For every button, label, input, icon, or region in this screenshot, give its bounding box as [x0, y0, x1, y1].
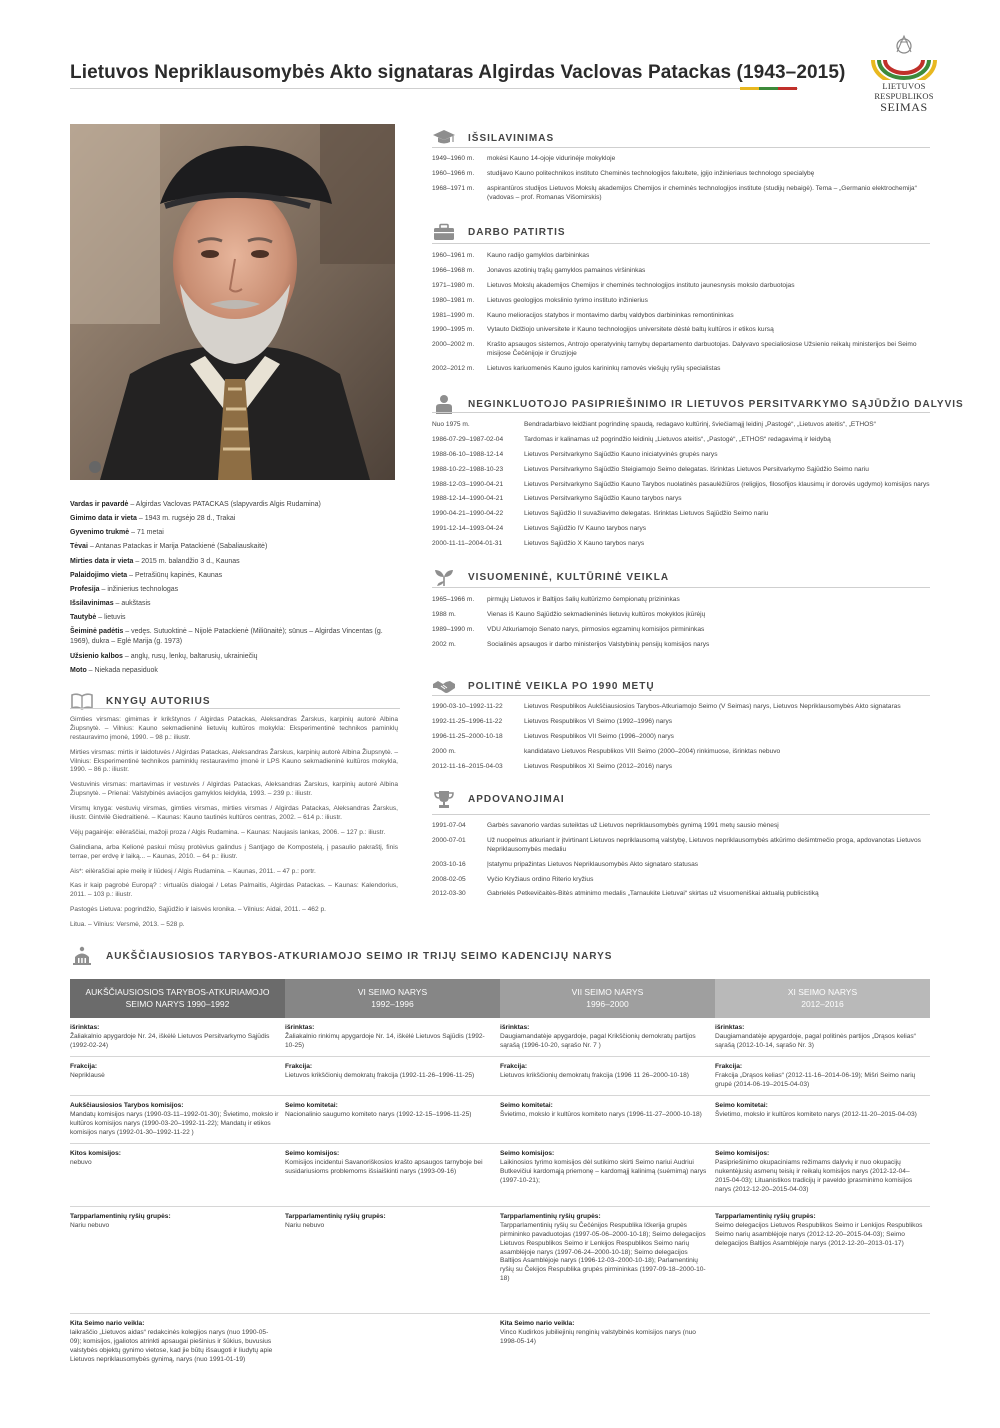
resistance-entry: [432, 540, 930, 549]
seimas-emblem-icon: [869, 30, 939, 80]
bio-value: – aukštasis: [113, 599, 151, 607]
education-entry: [432, 170, 930, 179]
table-cell: [70, 1096, 285, 1143]
resistance-heading: [432, 394, 964, 414]
awards-heading: [432, 789, 565, 809]
entry-text: Bendradarbiavo leidžiant pogrindinę spaudą, redagavo kultūrinį, šviečiamąjį leidinį „Pastogė“, „Lietuvos ateitis“, „ETHOS“: [524, 421, 876, 428]
handshake-icon: [432, 676, 456, 696]
column-subtitle: 1992–1996: [371, 999, 414, 1010]
entry-text: Įstatymu pripažintas Lietuvos Nepriklausomybės Akto signataro statusas: [487, 860, 699, 868]
education-heading: [432, 128, 554, 148]
work-entry: [432, 282, 930, 291]
entry-text: studijavo Kauno politechnikos instituto Cheminės technologijos fakultete, įgijo inžinieriaus technologo specialybę: [487, 169, 815, 177]
work-entry: [432, 267, 930, 276]
column-title: AUKŠČIAUSIOSIOS TARYBOS-ATKURIAMOJO: [85, 987, 270, 997]
cell-label: Frakcija:: [285, 1063, 313, 1070]
accent-green: [759, 87, 778, 90]
education-divider: [432, 147, 930, 148]
political-entry: [432, 733, 930, 742]
title-divider: [70, 88, 798, 89]
cell-label: išrinktas:: [500, 1024, 530, 1031]
seimas-logo: [852, 30, 956, 115]
bio-value: – 2015 m. balandžio 3 d., Kaunas: [133, 557, 240, 565]
entry-text: Už nuopelnus atkuriant ir įtvirtinant Lietuvos nepriklausomą valstybę, Lietuvos nepriklausomybės atkūrimo dešimtmečio proga, apdovanotas Lietuvos Nepriklausomybės medaliu: [487, 836, 921, 853]
bio-value: – inžinierius technologas: [99, 585, 179, 593]
cell-text: Tarpparlamentinių ryšių su Čečėnijos Respublika Ičkerija grupės pirmininko pavaduotojas (1997-05-06–2000-10-18); Seimo delegacijos Lietuvos Respublikos Seimo ir Lenkijos Respublikos Seimo narių asamblėjoje narys (1997-06-24–2000-10-18); Seimo delegacijos Baltijos Asamblėjoje narys (1996-12-03–2000-10-18); Parlamentinių ryšių su Čekijos Respublika grupės pirmininkas (1997-09-18–2000-10-18): [500, 1221, 706, 1283]
accent-red: [778, 87, 797, 90]
cell-text: Nariu nebuvo: [285, 1221, 325, 1229]
social-list: [432, 596, 930, 656]
table-cell: [715, 1144, 930, 1206]
logo-line-2: SEIMAS: [880, 100, 928, 114]
cell-text: Daugiamandatėje apygardoje, pagal politinės partijos „Drąsos kelias“ sąrašą (2012-10-14, sąrašo Nr. 3): [715, 1032, 916, 1049]
social-entry: [432, 611, 930, 620]
entry-text: Tardomas ir kalinamas už pogrindžio leidinių „Lietuvos ateitis“, „Pastogė“, „ETHOS“ redagavimą ir leidybą: [524, 435, 831, 443]
political-list: [432, 703, 930, 777]
cell-text: Švietimo, mokslo ir kultūros komiteto narys (2012-11-20–2015-04-03): [715, 1110, 917, 1118]
entry-text: Krašto apsaugos sistemos, Antrojo operatyvinių tarnybų departamento darbuotojas. Dalyvavo specialiosiose Užsienio reikalų ministerijos bei Seimo misijose Čečėnijoje ir Gruzijoje: [487, 341, 917, 358]
entry-date: 1986-07-29–1987-02-04: [432, 435, 504, 443]
bio-label: Mirties data ir vieta: [70, 557, 134, 565]
book-entry: Kas ir kaip pagrobė Europą? : virtualūs dialogai / Letas Palmaitis, Algirdas Patackas. – Kaunas: Kalendorius, 2011. – 103 p.: iliustr.: [70, 882, 398, 899]
award-entry: [432, 822, 930, 831]
entry-text: Kauno radijo gamyklos darbininkas: [487, 252, 590, 259]
biography-facts: [70, 500, 400, 680]
resistance-entry: [432, 481, 930, 490]
person-icon: [432, 394, 456, 414]
parliament-building-icon: [70, 944, 94, 968]
work-entry: [432, 341, 930, 359]
table-cell: [715, 1018, 930, 1056]
accent-yellow: [740, 87, 759, 90]
table-row: [70, 1057, 930, 1096]
bio-row: [70, 571, 400, 581]
table-row: [70, 1207, 930, 1314]
cell-label: Kita Seimo nario veikla:: [500, 1320, 575, 1327]
work-list: [432, 252, 930, 380]
table-cell: [285, 1207, 500, 1313]
cell-label: išrinktas:: [285, 1024, 315, 1031]
entry-date: 2000 m.: [432, 747, 456, 755]
column-title: VI SEIMO NARYS: [357, 987, 428, 997]
political-heading: [432, 676, 655, 696]
entry-text: Lietuvos Sąjūdžio IV Kauno tarybos narys: [524, 525, 647, 533]
awards-list: [432, 822, 930, 905]
bio-label: Šeiminė padėtis: [70, 628, 124, 636]
cell-label: Aukščiausiosios Tarybos komisijos:: [70, 1102, 184, 1109]
entry-text: Lietuvos geologijos mokslinio tyrimo instituto inžinierius: [487, 296, 648, 304]
entry-date: 1980–1981 m.: [432, 296, 475, 304]
book-entry: Ais*: eilėraščiai apie meilę ir liūdesį / Algis Rudamina. – Kaunas, 2011. – 47 p.: portr.: [70, 867, 316, 875]
entry-date: 2000-11-11–2004-01-31: [432, 540, 503, 548]
entry-text: Gabrielės Petkevičaitės-Bitės atminimo medalis „Tarnaukite Lietuvai“ skirtas už visuomeniškai aktualią publicistiką: [487, 890, 819, 898]
table-cell: [715, 1207, 930, 1313]
work-entry: [432, 312, 930, 321]
entry-date: 1989–1990 m.: [432, 625, 475, 633]
table-row: [70, 1314, 930, 1386]
table-row: [70, 1018, 930, 1057]
table-cell: [70, 1144, 285, 1206]
entry-date: 2012-03-30: [432, 890, 466, 898]
table-cell: [70, 1018, 285, 1056]
entry-date: 1966–1968 m.: [432, 266, 475, 274]
table-header-row: [70, 979, 930, 1018]
bio-label: Profesija: [70, 585, 100, 593]
bio-row: [70, 613, 400, 623]
entry-text: Lietuvos Mokslų akademijos Chemijos ir cheminės technologijos instituto jaunesnysis mokslo darbuotojas: [487, 281, 795, 289]
table-cell: [500, 1144, 715, 1206]
cell-text: nebuvo: [70, 1158, 92, 1166]
entry-date: 1991-12-14–1993-04-24: [432, 525, 504, 533]
book-entry: Litua. – Vilnius: Versmė, 2013. – 528 p.: [70, 921, 185, 929]
bio-row: [70, 528, 400, 538]
entry-date: 1990–1995 m.: [432, 326, 475, 334]
bio-row: [70, 652, 400, 662]
bio-label: Tautybė: [70, 614, 97, 622]
seimas-heading: [70, 944, 612, 968]
table-cell: [500, 1018, 715, 1056]
work-heading-label: DARBO PATIRTIS: [468, 226, 566, 238]
table-cell: [285, 1057, 500, 1095]
entry-text: Jonavos azotinių trąšų gamyklos pamainos viršininkas: [487, 266, 646, 274]
bio-row: [70, 666, 400, 676]
bio-label: Palaidojimo vieta: [70, 571, 128, 579]
table-column-header: [70, 979, 285, 1018]
bio-label: Vardas ir pavardė: [70, 501, 129, 508]
bio-row: [70, 585, 400, 595]
political-entry: [432, 703, 930, 712]
entry-text: Lietuvos Respublikos Aukščiausiosios Tarybos-Atkuriamojo Seimo (V Seimas) narys, Lietuvos Nepriklausomybės Akto signataras: [524, 703, 901, 710]
entry-text: Vytauto Didžiojo universitete ir Kauno technologijos universitete dėstė baltų kultūros ir etikos kursą: [487, 326, 774, 334]
cell-label: Tarpparlamentinių ryšių grupės:: [70, 1213, 171, 1220]
entry-text: pirmųjų Lietuvos ir Baltijos šalių kultūrizmo čempionatų prizininkas: [487, 596, 680, 603]
entry-text: Lietuvos Persitvarkymo Sąjūdžio Kauno Tarybos nuolatinės pasaulėžiūros (religijos, filosofijos klausimų ir dorovės ugdymo) komisijos narys: [524, 480, 930, 488]
cell-label: išrinktas:: [70, 1024, 100, 1031]
resistance-entry: [432, 421, 930, 430]
award-entry: [432, 861, 930, 870]
cell-text: Komisijos incidentui Savanoriškosios krašto apsaugos tarnyboje bei susidariusioms problemoms išsiaiškinti narys (1993-09-16): [285, 1158, 483, 1175]
table-cell: [285, 1096, 500, 1143]
cell-text: Vinco Kudirkos jubiliejinių renginių valstybinės komisijos narys (nuo 1998-05-14): [500, 1328, 696, 1345]
cell-text: Seimo delegacijos Lietuvos Respublikos Seimo ir Lenkijos Respublikos Seimo narių asamblėjoje narys (2012-12-20–2015-04-03); Seimo delegacijos Baltijos Asamblėjoje narys (2012-12-20–2013-01-17): [715, 1221, 923, 1247]
cell-label: Seimo komitetai:: [285, 1102, 338, 1109]
bio-value: – Algirdas Vaclovas PATACKAS (slapyvardis Algis Rudamina): [128, 501, 321, 508]
bio-label: Tėvai: [70, 543, 88, 551]
table-cell: [70, 1314, 285, 1386]
entry-date: 1965–1966 m.: [432, 596, 475, 603]
books-heading-label: KNYGŲ AUTORIUS: [106, 695, 211, 707]
bio-value: – lietuvis: [96, 614, 126, 622]
cell-text: Mandatų komisijos narys (1990-03-11–1992-01-30); Švietimo, mokslo ir kultūros komisijos narys (1990-03-20–1992-11-22); Mandatų ir etikos komisijos narys (1992-01-30–1992-11-22 ): [70, 1110, 279, 1136]
table-cell: [500, 1207, 715, 1313]
cell-text: Pasipriešinimo okupaciniams režimams dalyvių ir nuo okupacijų nukentėjusių asmenų teisių ir reikalų komisijos narys (2012-12-04–2015-04-03); Lituanistikos tradicijų ir paveldo įprasminimo komisijos narys (2012-12-20–2015-04-03): [715, 1158, 913, 1193]
entry-date: 1988-12-03–1990-04-21: [432, 480, 504, 488]
graduation-cap-icon: [432, 128, 456, 148]
bio-value: – Petrašiūnų kapinės, Kaunas: [127, 571, 223, 579]
work-entry: [432, 252, 930, 261]
education-entry: [432, 155, 930, 164]
bio-value: – Antanas Patackas ir Marija Patackienė (Sabaliauskaitė): [87, 543, 268, 551]
cell-text: Nacionalinio saugumo komiteto narys (1992-12-15–1996-11-25): [285, 1110, 472, 1118]
entry-date: 2002–2012 m.: [432, 365, 475, 373]
entry-text: Vyčio Kryžiaus ordino Riterio kryžius: [487, 875, 594, 883]
entry-date: 1988 m.: [432, 610, 456, 618]
column-subtitle: 2012–2016: [801, 999, 844, 1010]
book-entry: Pastogės Lietuva: pogrindžio, Sąjūdžio ir laisvės kronika. – Vilnius: Aidai, 2011. – 462 p.: [70, 906, 326, 914]
entry-date: 1960–1961 m.: [432, 252, 475, 259]
resistance-entry: [432, 495, 930, 504]
resistance-entry: [432, 436, 930, 445]
cell-text: Žaliakalnio rinkimų apygardoje Nr. 14, iškėlė Lietuvos Sąjūdis (1992-10-25): [285, 1032, 485, 1049]
leaves-icon: [432, 567, 456, 587]
work-entry: [432, 297, 930, 306]
table-cell: [285, 1144, 500, 1206]
entry-date: 2008-02-05: [432, 875, 466, 883]
entry-date: 2012-11-16–2015-04-03: [432, 762, 503, 770]
entry-date: Nuo 1975 m.: [432, 421, 470, 428]
political-heading-label: POLITINĖ VEIKLA PO 1990 METŲ: [468, 680, 655, 692]
bio-label: Gimimo data ir vieta: [70, 515, 137, 523]
entry-text: Garbės savanorio vardas suteiktas už Lietuvos nepriklausomybės gynimą 1991 metų sausio mėnesį: [487, 822, 779, 829]
book-entry: Virsmų knyga: vestuvių virsmas, gimties virsmas, mirties virsmas / Algirdas Patackas, Aleksandras Žarskus, iliustr. Gintvilė Giedraitienė. – Kaunas: Kauno tautinės kultūros centras, 2002. – 614 p.: iliustr.: [70, 805, 398, 822]
entry-text: Kauno melioracijos statybos ir montavimo darbų valdybos darbininkas remontininkas: [487, 311, 734, 319]
resistance-entry: [432, 510, 930, 519]
column-subtitle: 1996–2000: [586, 999, 629, 1010]
cell-label: Seimo komitetai:: [500, 1102, 553, 1109]
page-title: Lietuvos Nepriklausomybės Akto signataras Algirdas Vaclovas Patackas (1943–2015): [70, 62, 846, 83]
resistance-heading-label: NEGINKLUOTOJO PASIPRIEŠINIMO IR LIETUVOS PERSITVARKYMO SĄJŪDŽIO DALYVIS: [468, 398, 964, 410]
award-entry: [432, 890, 930, 899]
bio-value: – Niekada nepasiduok: [86, 666, 158, 674]
cell-label: Tarpparlamentinių ryšių grupės:: [715, 1213, 816, 1220]
bio-row: [70, 542, 400, 552]
table-cell: [285, 1314, 500, 1386]
books-divider: [70, 708, 400, 709]
resistance-divider: [432, 412, 930, 413]
bio-label: Užsienio kalbos: [70, 652, 123, 660]
social-entry: [432, 596, 930, 605]
entry-date: 1988-06-10–1988-12-14: [432, 450, 504, 458]
bio-label: Moto: [70, 666, 87, 674]
bio-label: Gyvenimo trukmė: [70, 529, 130, 537]
cell-text: Lietuvos krikščionių demokratų frakcija (1992-11-26–1996-11-25): [285, 1071, 475, 1079]
entry-date: 1971–1980 m.: [432, 281, 475, 289]
table-cell: [715, 1057, 930, 1095]
education-list: [432, 155, 930, 209]
cell-label: Seimo komitetai:: [715, 1102, 768, 1109]
entry-text: Vienas iš Kauno Sąjūdžio sekmadieninės lietuvių kultūros mokyklos įkūrėjų: [487, 610, 706, 618]
entry-text: kandidatavo Lietuvos Respublikos VIII Seimo (2000–2004) rinkimuose, išrinktas nebuvo: [524, 747, 781, 755]
book-entry: Vestuvinis virsmas: martavimas ir vestuvės / Algirdas Patackas, Aleksandras Žarskus, karpinių autorė Albina Žiupsnytė. – Prienai: Valstybinės aviacijos gamyklos leidykla, 1993. – 239 p.: iliustr.: [70, 781, 398, 798]
entry-text: mokėsi Kauno 14-ojoje vidurinėje mokykloje: [487, 155, 616, 162]
award-entry: [432, 837, 930, 855]
entry-text: Lietuvos kariuomenės Kauno įgulos karininkų ramovės viešųjų ryšių specialistas: [487, 365, 721, 373]
cell-text: Lietuvos krikščionių demokratų frakcija (1996 11 26–2000-10-18): [500, 1071, 690, 1079]
table-cell: [285, 1018, 500, 1056]
bio-label: Išsilavinimas: [70, 599, 114, 607]
table-cell: [70, 1207, 285, 1313]
entry-date: 1990-03-10–1992-11-22: [432, 703, 503, 710]
cell-label: Seimo komisijos:: [500, 1150, 555, 1157]
cell-text: Daugiamandatėje apygardoje, pagal Krikščionių demokratų partijos sąrašą (1996-10-20, sąrašo Nr. 7 ): [500, 1032, 696, 1049]
bio-row: [70, 500, 400, 510]
cell-text: Švietimo, mokslo ir kultūros komiteto narys (1996-11-27–2000-10-18): [500, 1110, 702, 1118]
cell-text: Nariu nebuvo: [70, 1221, 110, 1229]
briefcase-icon: [432, 222, 456, 242]
entry-text: Lietuvos Sąjūdžio X Kauno tarybos narys: [524, 540, 645, 548]
entry-date: 1988-10-22–1988-10-23: [432, 465, 504, 473]
book-entry: Gimties virsmas: gimimas ir krikštynos / Algirdas Patackas, Aleksandras Žarskus, karpinių autorė Albina Žiupsnytė. – Vilnius: Kauno sekmadieninė lietuvių kultūros mokykla: Eksperimentinė technikos paminklų restauravimo įmonė, 1990. – 98 p.: iliustr.: [70, 716, 398, 741]
political-entry: [432, 718, 930, 727]
entry-text: Lietuvos Respublikos XI Seimo (2012–2016) narys: [524, 762, 673, 770]
social-entry: [432, 641, 930, 650]
political-entry: [432, 748, 930, 757]
entry-text: Lietuvos Respublikos VII Seimo (1996–2000) narys: [524, 732, 674, 740]
entry-date: 2003-10-16: [432, 860, 466, 868]
book-entry: Mirties virsmas: mirtis ir laidotuvės / Algirdas Patackas, Aleksandras Žarskus, karpinių autorė Albina Žiupsnytė. – Vilnius: Eksperimentinė technikos paminklų restauravimo įmonė ir LPS Kauno sekmadieninė kultūros mokykla, 1990. – 86 p.: iliustr.: [70, 748, 398, 774]
entry-text: aspirantūros studijos Lietuvos Mokslų akademijos Chemijos ir cheminės technologijos institute (studijų nebaigė). Tema – „Germanio elektrochemija“ (vadovas – prof. Romanas Višomirskis): [487, 184, 917, 201]
entry-date: 2000-07-01: [432, 836, 466, 844]
political-entry: [432, 763, 930, 772]
work-heading: [432, 222, 566, 242]
bio-row: [70, 599, 400, 609]
bio-row: [70, 557, 400, 567]
book-entry: Galindiana, arba Kelionė paskui mūsų protėvius galindus į Santjago de Kompostelą, į pasaulio pakraštį, finis terrae, per erdvę ir laiką... – Kaunas, 2010. – 64 p.: iliustr.: [70, 843, 398, 860]
entry-date: 2000–2002 m.: [432, 341, 475, 349]
table-column-header: [285, 979, 500, 1018]
cell-text: Žaliakalnio apygardoje Nr. 24, iškėlė Lietuvos Persitvarkymo Sąjūdis (1992-02-24): [70, 1032, 270, 1049]
cell-label: Frakcija:: [70, 1063, 98, 1070]
cell-label: Kita Seimo nario veikla:: [70, 1320, 145, 1327]
seimas-terms-table: [70, 979, 930, 1386]
resistance-entry: [432, 525, 930, 534]
entry-date: 1988-12-14–1990-04-21: [432, 495, 504, 503]
education-entry: [432, 185, 930, 203]
entry-text: Lietuvos Sąjūdžio II suvažiavimo delegatas. Išrinktas Lietuvos Sąjūdžio Seimo nariu: [524, 510, 769, 518]
entry-date: 1996-11-25–2000-10-18: [432, 732, 503, 740]
awards-heading-label: APDOVANOJIMAI: [468, 793, 565, 805]
cell-label: Seimo komisijos:: [715, 1150, 770, 1157]
political-divider: [432, 695, 930, 696]
entry-date: 1991-07-04: [432, 822, 466, 829]
social-divider: [432, 587, 930, 588]
bio-row: [70, 514, 400, 524]
books-list: [70, 716, 398, 936]
entry-text: Lietuvos Persitvarkymo Sąjūdžio Kauno iniciatyvinės grupės narys: [524, 450, 718, 458]
cell-label: Tarpparlamentinių ryšių grupės:: [500, 1213, 601, 1220]
education-heading-label: IŠSILAVINIMAS: [468, 132, 555, 144]
social-heading-label: VISUOMENINĖ, KULTŪRINĖ VEIKLA: [468, 571, 670, 583]
table-cell: [715, 1314, 930, 1386]
table-cell: [500, 1314, 715, 1386]
cell-label: Seimo komisijos:: [285, 1150, 340, 1157]
column-title: VII SEIMO NARYS: [571, 987, 644, 997]
entry-text: Socialinės apsaugos ir darbo ministerijos Valstybinių pensijų komisijos narys: [487, 640, 710, 648]
table-cell: [715, 1096, 930, 1143]
bio-value: – anglų, rusų, lenkų, baltarusių, ukrainiečių: [122, 652, 258, 660]
entry-text: VDU Atkuriamojo Senato narys, pirmosios egzaminų komisijos pirmininkas: [487, 625, 705, 633]
book-entry: Vėjų pagairėje: eilėraščiai, mažoji proza / Algis Rudamina. – Kaunas: Naujasis lankas, 2006. – 127 p.: iliustr.: [70, 828, 386, 836]
bio-value: – vedęs. Sutuoktinė – Nijolė Patackienė (Miliūnaitė); sūnus – Algirdas Vincentas (g. 1969), dukra – Eglė Marija (g. 1973): [70, 628, 383, 646]
table-column-header: [500, 979, 715, 1018]
bio-row: [70, 627, 400, 647]
work-entry: [432, 365, 930, 374]
portrait-photo: [70, 124, 395, 480]
column-subtitle: SEIMO NARYS 1990–1992: [125, 999, 230, 1010]
title-accent-stripe: [740, 87, 798, 90]
social-entry: [432, 626, 930, 635]
entry-text: Lietuvos Persitvarkymo Sąjūdžio Kauno tarybos narys: [524, 495, 682, 503]
cell-label: Frakcija:: [500, 1063, 528, 1070]
bio-value: – 1943 m. rugsėjo 28 d., Trakai: [136, 515, 236, 523]
award-entry: [432, 876, 930, 885]
resistance-entry: [432, 466, 930, 475]
column-title: XI SEIMO NARYS: [787, 987, 858, 997]
entry-date: 1981–1990 m.: [432, 311, 475, 319]
entry-date: 1990-04-21–1990-04-22: [432, 510, 504, 518]
trophy-icon: [432, 789, 456, 809]
entry-text: Lietuvos Persitvarkymo Sąjūdžio Steigiamojo Seimo delegatas. Išrinktas Lietuvos Persitvarkymo Sąjūdžio Seimo nariu: [524, 465, 869, 473]
table-cell: [70, 1057, 285, 1095]
table-row: [70, 1096, 930, 1144]
bio-value: – 71 metai: [129, 529, 164, 537]
entry-date: 1949–1960 m.: [432, 155, 475, 162]
cell-label: Kitos komisijos:: [70, 1150, 121, 1157]
resistance-entry: [432, 451, 930, 460]
cell-text: laikraščio „Lietuvos aidas“ redakcinės kolegijos narys (nuo 1990-05-09); komisijos, įgaliotos atrinkti apsaugai piešinius ir šūkius, buvusius valstybės objektų gynimo vietose, kad jie būtų išsaugoti ir liudytų apie Lietuvos nepriklausomybės gynimą, narys (nuo 1991-01-19): [70, 1328, 273, 1363]
work-entry: [432, 326, 930, 335]
logo-line-1: LIETUVOS RESPUBLIKOS: [874, 81, 934, 101]
cell-text: Frakcija „Drąsos kelias“ (2012-11-16–2014-06-19); Mišri Seimo narių grupė (2014-06-19–2015-04-03): [715, 1071, 916, 1088]
resistance-list: [432, 421, 930, 555]
entry-date: 1968–1971 m.: [432, 184, 475, 192]
table-row: [70, 1144, 930, 1207]
table-column-header: [715, 979, 930, 1018]
social-heading: [432, 567, 669, 587]
awards-divider: [432, 814, 930, 815]
entry-text: Lietuvos Respublikos VI Seimo (1992–1996) narys: [524, 717, 673, 725]
entry-date: 1960–1966 m.: [432, 169, 475, 177]
cell-label: išrinktas:: [715, 1024, 745, 1031]
seimas-heading-label: AUKŠČIAUSIOSIOS TARYBOS-ATKURIAMOJO SEIMO IR TRIJŲ SEIMO KADENCIJŲ NARYS: [106, 950, 613, 962]
entry-date: 2002 m.: [432, 640, 456, 648]
cell-text: Laikinosios tyrimo komisijos dėl sutikimo skirti Seimo nariui Audriui Butkevičiui kardomąją priemonę – kardomąjį kalinimą (suėmimą) narys (1997-10-21);: [500, 1158, 707, 1184]
cell-label: Tarpparlamentinių ryšių grupės:: [285, 1213, 386, 1220]
work-divider: [432, 243, 930, 244]
table-cell: [500, 1096, 715, 1143]
entry-date: 1992-11-25–1996-11-22: [432, 717, 503, 725]
cell-label: Frakcija:: [715, 1063, 743, 1070]
cell-text: Nepriklausė: [70, 1071, 105, 1079]
table-cell: [500, 1057, 715, 1095]
